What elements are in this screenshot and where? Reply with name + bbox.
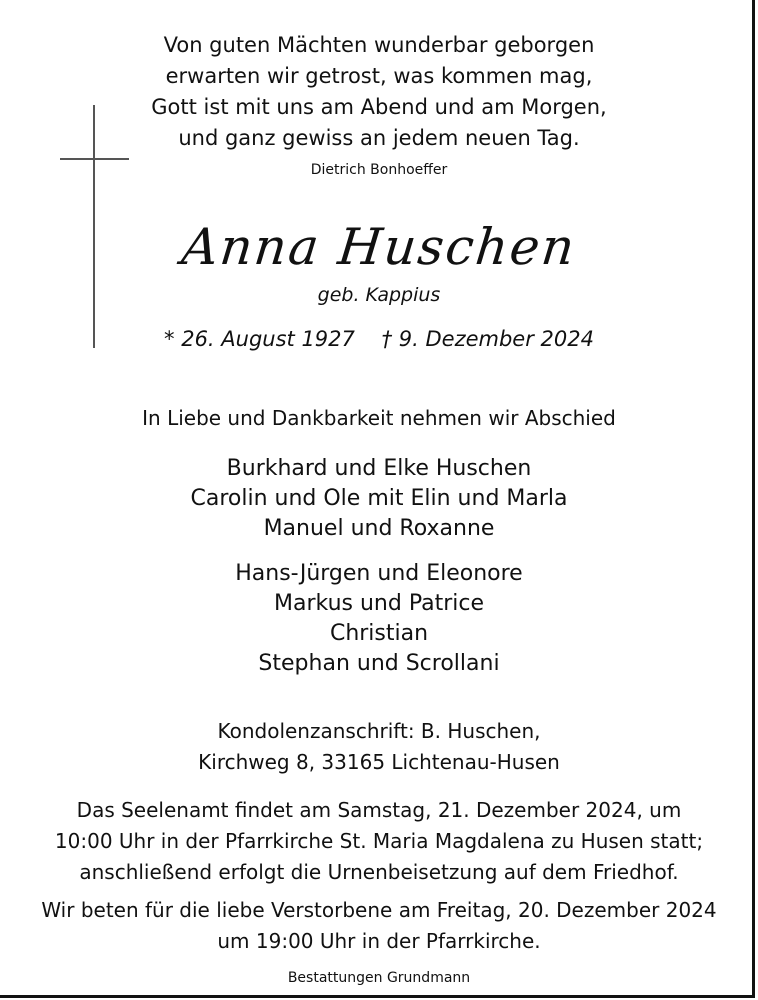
family-member: Christian [329, 621, 429, 646]
poem-line: und ganz gewiss an jedem neuen Tag. [178, 126, 580, 150]
service-info: Wir beten für die liebe Verstorbene am Freitag, 20. Dezember 2024 [41, 898, 717, 922]
family-member: Markus und Patrice [274, 591, 484, 616]
family-member: Hans-Jürgen und Eleonore [235, 561, 523, 586]
service-info: um 19:00 Uhr in der Pfarrkirche. [217, 929, 541, 953]
condolence-address: Kirchweg 8, 33165 Lichtenau-Husen [198, 750, 560, 774]
poem-line: erwarten wir getrost, was kommen mag, [165, 64, 593, 88]
family-member: Stephan und Scrollani [258, 651, 500, 676]
cross-icon-crossbar [60, 158, 129, 160]
deceased-name: Anna Huschen [179, 218, 579, 276]
condolence-address: Kondolenzanschrift: B. Huschen, [217, 719, 541, 743]
poem-author: Dietrich Bonhoeffer [310, 162, 448, 178]
maiden-name: geb. Kappius [317, 284, 441, 306]
family-member: Burkhard und Elke Huschen [226, 456, 532, 481]
farewell-text: In Liebe und Dankbarkeit nehmen wir Abschied [142, 406, 616, 430]
poem-line: Von guten Mächten wunderbar geborgen [163, 33, 595, 57]
poem-line: Gott ist mit uns am Abend und am Morgen, [151, 95, 607, 119]
undertaker: Bestattungen Grundmann [287, 970, 471, 986]
life-dates: * 26. August 1927 † 9. Dezember 2024 [164, 327, 594, 351]
family-member: Manuel und Roxanne [263, 516, 495, 541]
service-info: 10:00 Uhr in der Pfarrkirche St. Maria Magdalena zu Husen statt; [54, 829, 704, 853]
service-info: Das Seelenamt findet am Samstag, 21. Dezember 2024, um [76, 798, 682, 822]
service-info: anschließend erfolgt die Urnenbeisetzung auf dem Friedhof. [79, 860, 679, 884]
family-member: Carolin und Ole mit Elin und Marla [190, 486, 568, 511]
